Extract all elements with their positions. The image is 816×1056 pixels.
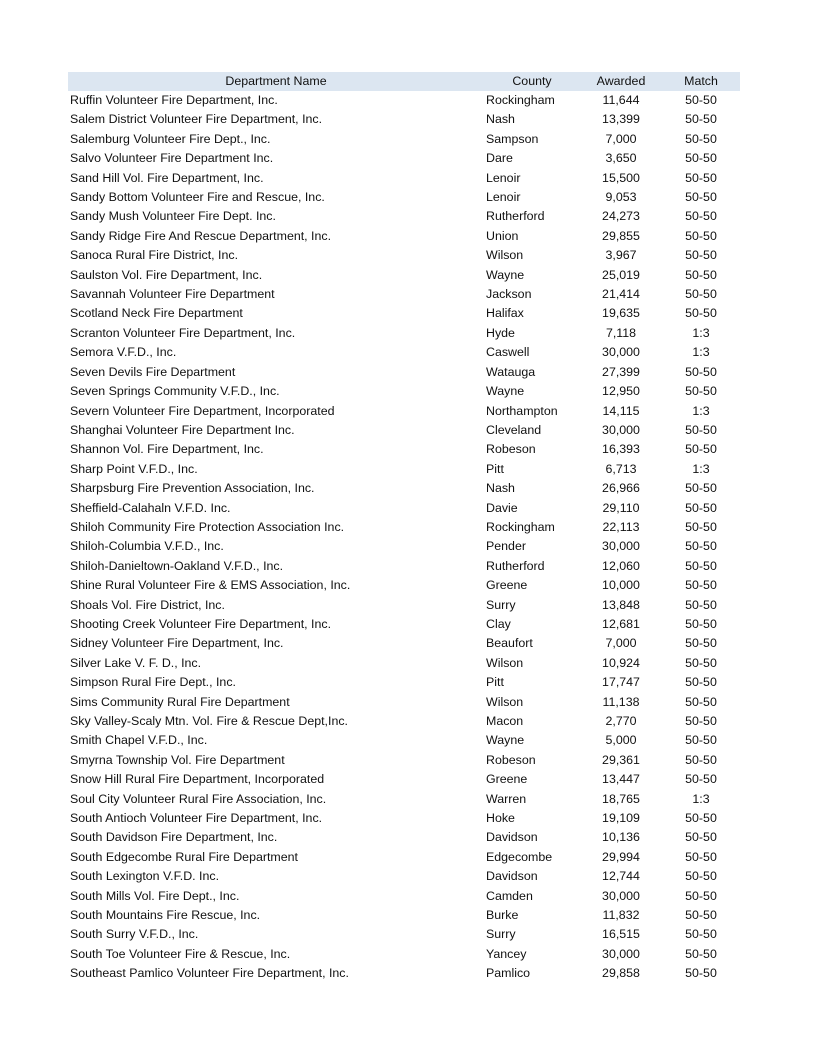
match-cell: 1:3 [692, 325, 710, 340]
department-name-cell: Southeast Pamlico Volunteer Fire Department, Inc. [70, 966, 349, 981]
awarded-cell: 10,136 [602, 830, 640, 845]
department-name-cell: Shiloh-Danieltown-Oakland V.F.D., Inc. [70, 558, 284, 573]
awarded-cell: 7,000 [605, 131, 637, 146]
awarded-cell: 7,000 [605, 636, 637, 651]
department-name-cell: Sandy Bottom Volunteer Fire and Rescue, Inc. [70, 190, 325, 205]
department-name-cell: Shanghai Volunteer Fire Department Inc. [70, 422, 295, 437]
county-cell: Hoke [486, 811, 515, 826]
awarded-cell: 3,650 [605, 151, 637, 166]
match-cell: 50-50 [685, 151, 717, 166]
match-cell: 50-50 [685, 966, 717, 981]
department-name-cell: Salvo Volunteer Fire Department Inc. [70, 151, 274, 166]
match-cell: 50-50 [685, 578, 717, 593]
awarded-cell: 30,000 [602, 345, 640, 360]
match-cell: 50-50 [685, 694, 717, 709]
department-name-cell: Seven Devils Fire Department [70, 364, 236, 379]
match-cell: 1:3 [692, 791, 710, 806]
awards-table [68, 72, 740, 984]
table-row [68, 906, 740, 925]
awarded-cell: 3,967 [605, 248, 637, 263]
table-row [68, 499, 740, 518]
department-name-cell: Sharp Point V.F.D., Inc. [70, 461, 198, 476]
department-name-cell: Shooting Creek Volunteer Fire Department, Inc. [70, 616, 332, 631]
table-row [68, 712, 740, 731]
table-row [68, 848, 740, 867]
awarded-cell: 29,855 [602, 228, 640, 243]
department-name-cell: Snow Hill Rural Fire Department, Incorporated [70, 772, 325, 787]
awarded-cell: 11,138 [602, 694, 640, 709]
county-cell: Edgecombe [486, 849, 553, 864]
county-cell: Wilson [486, 694, 524, 709]
department-name-cell: Silver Lake V. F. D., Inc. [70, 655, 202, 670]
match-cell: 1:3 [692, 403, 710, 418]
awarded-cell: 12,681 [602, 616, 640, 631]
awarded-cell: 16,393 [602, 442, 640, 457]
table-row [68, 440, 740, 459]
awarded-cell: 29,858 [602, 966, 640, 981]
table-row [68, 460, 740, 479]
table-row [68, 654, 740, 673]
match-cell: 50-50 [685, 93, 717, 107]
department-name-cell: Shiloh-Columbia V.F.D., Inc. [70, 539, 224, 554]
county-cell: Rockingham [486, 519, 555, 534]
county-cell: Caswell [486, 345, 530, 360]
department-name-cell: South Edgecombe Rural Fire Department [70, 849, 298, 864]
match-cell: 50-50 [685, 830, 717, 845]
table-row [68, 285, 740, 304]
match-cell: 50-50 [685, 287, 717, 302]
match-cell: 50-50 [685, 364, 717, 379]
department-name-cell: South Lexington V.F.D. Inc. [70, 869, 220, 884]
table-row [68, 169, 740, 188]
match-cell: 50-50 [685, 112, 717, 127]
grant-awards-sheet [68, 72, 740, 984]
awarded-cell: 11,832 [602, 908, 640, 923]
match-cell: 50-50 [685, 267, 717, 282]
department-name-cell: Shoals Vol. Fire District, Inc. [70, 597, 225, 612]
county-cell: Lenoir [486, 190, 521, 205]
county-cell: Greene [486, 772, 528, 787]
department-name-cell: South Toe Volunteer Fire & Rescue, Inc. [70, 946, 291, 961]
table-row [68, 887, 740, 906]
table-row [68, 596, 740, 615]
match-cell: 50-50 [685, 655, 717, 670]
table-row [68, 382, 740, 401]
department-name-cell: Sidney Volunteer Fire Department, Inc. [70, 636, 284, 651]
county-cell: Rockingham [486, 93, 555, 107]
county-cell: Wayne [486, 267, 525, 282]
header-department-name: Department Name [225, 74, 327, 88]
awarded-cell: 29,110 [602, 500, 640, 515]
match-cell: 50-50 [685, 908, 717, 923]
department-name-cell: Sand Hill Vol. Fire Department, Inc. [70, 170, 264, 185]
awarded-cell: 29,994 [602, 849, 640, 864]
county-cell: Clay [486, 616, 511, 631]
match-cell: 50-50 [685, 849, 717, 864]
table-row [68, 479, 740, 498]
awarded-cell: 27,399 [602, 364, 640, 379]
table-row [68, 246, 740, 265]
awarded-cell: 18,765 [602, 791, 640, 806]
table-row [68, 673, 740, 692]
match-cell: 50-50 [685, 481, 717, 496]
match-cell: 50-50 [685, 170, 717, 185]
county-cell: Camden [486, 888, 533, 903]
table-row [68, 925, 740, 944]
table-row [68, 363, 740, 382]
county-cell: Pitt [486, 675, 504, 690]
awarded-cell: 26,966 [602, 481, 640, 496]
awarded-cell: 13,447 [602, 772, 640, 787]
department-name-cell: South Mills Vol. Fire Dept., Inc. [70, 888, 240, 903]
county-cell: Rutherford [486, 558, 545, 573]
county-cell: Sampson [486, 131, 539, 146]
department-name-cell: Severn Volunteer Fire Department, Incorporated [70, 403, 335, 418]
awarded-cell: 17,747 [602, 675, 640, 690]
match-cell: 50-50 [685, 888, 717, 903]
awarded-cell: 19,109 [602, 811, 640, 826]
awarded-cell: 30,000 [602, 422, 640, 437]
awarded-cell: 5,000 [605, 733, 637, 748]
department-name-cell: Shiloh Community Fire Protection Association Inc. [70, 519, 345, 534]
table-row [68, 945, 740, 964]
table-row [68, 809, 740, 828]
table-row [68, 518, 740, 537]
header-awarded: Awarded [596, 74, 646, 88]
table-row [68, 227, 740, 246]
match-cell: 50-50 [685, 714, 717, 728]
department-name-cell: South Mountains Fire Rescue, Inc. [70, 908, 261, 923]
header-row [68, 72, 740, 91]
department-name-cell: Salem District Volunteer Fire Department, Inc. [70, 112, 323, 127]
table-row [68, 731, 740, 750]
table-row [68, 537, 740, 556]
county-cell: Pender [486, 539, 526, 554]
department-name-cell: Ruffin Volunteer Fire Department, Inc. [70, 93, 278, 107]
county-cell: Surry [486, 597, 516, 612]
table-row [68, 790, 740, 809]
match-cell: 50-50 [685, 519, 717, 534]
match-cell: 50-50 [685, 675, 717, 690]
awarded-cell: 29,361 [602, 752, 640, 767]
department-name-cell: Scotland Neck Fire Department [70, 306, 243, 321]
table-row [68, 828, 740, 847]
department-name-cell: Smyrna Township Vol. Fire Department [70, 752, 285, 767]
match-cell: 50-50 [685, 946, 717, 961]
awarded-cell: 12,744 [602, 869, 640, 884]
county-cell: Robeson [486, 442, 536, 457]
awarded-cell: 6,713 [605, 461, 637, 476]
county-cell: Pitt [486, 461, 504, 476]
table-row [68, 130, 740, 149]
awarded-cell: 2,770 [605, 714, 637, 728]
department-name-cell: Sandy Ridge Fire And Rescue Department, Inc. [70, 228, 332, 243]
table-row [68, 110, 740, 129]
match-cell: 50-50 [685, 636, 717, 651]
department-name-cell: Shine Rural Volunteer Fire & EMS Association, Inc. [70, 578, 351, 593]
department-name-cell: Sheffield-Calahaln V.F.D. Inc. [70, 500, 231, 515]
table-body [68, 91, 740, 984]
match-cell: 50-50 [685, 539, 717, 554]
match-cell: 50-50 [685, 209, 717, 224]
department-name-cell: Saulston Vol. Fire Department, Inc. [70, 267, 263, 282]
table-row [68, 207, 740, 226]
match-cell: 50-50 [685, 869, 717, 884]
match-cell: 50-50 [685, 248, 717, 263]
department-name-cell: Shannon Vol. Fire Department, Inc. [70, 442, 264, 457]
table-row [68, 576, 740, 595]
county-cell: Jackson [486, 287, 532, 302]
match-cell: 50-50 [685, 228, 717, 243]
awarded-cell: 12,060 [602, 558, 640, 573]
department-name-cell: Sky Valley-Scaly Mtn. Vol. Fire & Rescue Dept,Inc. [70, 714, 348, 728]
table-row [68, 693, 740, 712]
county-cell: Nash [486, 481, 515, 496]
county-cell: Hyde [486, 325, 515, 340]
county-cell: Pamlico [486, 966, 531, 981]
match-cell: 50-50 [685, 597, 717, 612]
table-row [68, 149, 740, 168]
county-cell: Yancey [486, 946, 527, 961]
match-cell: 50-50 [685, 558, 717, 573]
department-name-cell: Sharpsburg Fire Prevention Association, Inc. [70, 481, 315, 496]
table-row [68, 304, 740, 323]
table-header [68, 72, 740, 91]
awarded-cell: 10,924 [602, 655, 640, 670]
match-cell: 50-50 [685, 422, 717, 437]
awarded-cell: 22,113 [602, 519, 640, 534]
awarded-cell: 19,635 [602, 306, 640, 321]
county-cell: Greene [486, 578, 528, 593]
match-cell: 50-50 [685, 772, 717, 787]
county-cell: Lenoir [486, 170, 521, 185]
awarded-cell: 14,115 [602, 403, 640, 418]
awarded-cell: 16,515 [602, 927, 640, 942]
department-name-cell: Simpson Rural Fire Dept., Inc. [70, 675, 236, 690]
department-name-cell: Salemburg Volunteer Fire Dept., Inc. [70, 131, 271, 146]
awarded-cell: 13,848 [602, 597, 640, 612]
match-cell: 50-50 [685, 384, 717, 399]
table-row [68, 343, 740, 362]
awarded-cell: 7,118 [605, 325, 637, 340]
county-cell: Burke [486, 908, 519, 923]
table-row [68, 421, 740, 440]
county-cell: Surry [486, 927, 516, 942]
match-cell: 50-50 [685, 131, 717, 146]
match-cell: 50-50 [685, 752, 717, 767]
table-row [68, 188, 740, 207]
county-cell: Wayne [486, 733, 525, 748]
county-cell: Rutherford [486, 209, 545, 224]
county-cell: Davidson [486, 830, 538, 845]
table-row [68, 324, 740, 343]
county-cell: Robeson [486, 752, 536, 767]
awarded-cell: 12,950 [602, 384, 640, 399]
county-cell: Macon [486, 714, 524, 728]
header-match: Match [684, 74, 718, 88]
department-name-cell: South Surry V.F.D., Inc. [70, 927, 199, 942]
department-name-cell: Smith Chapel V.F.D., Inc. [70, 733, 208, 748]
county-cell: Cleveland [486, 422, 542, 437]
county-cell: Beaufort [486, 636, 533, 651]
county-cell: Wilson [486, 248, 524, 263]
department-name-cell: Sanoca Rural Fire District, Inc. [70, 248, 239, 263]
awarded-cell: 11,644 [602, 93, 640, 107]
county-cell: Wilson [486, 655, 524, 670]
county-cell: Dare [486, 151, 513, 166]
table-row [68, 557, 740, 576]
match-cell: 50-50 [685, 306, 717, 321]
awarded-cell: 30,000 [602, 539, 640, 554]
header-county: County [512, 74, 552, 88]
county-cell: Watauga [486, 364, 536, 379]
table-row [68, 91, 740, 110]
department-name-cell: Soul City Volunteer Rural Fire Association, Inc. [70, 791, 327, 806]
table-row [68, 964, 740, 983]
county-cell: Davidson [486, 869, 538, 884]
department-name-cell: Scranton Volunteer Fire Department, Inc. [70, 325, 296, 340]
match-cell: 50-50 [685, 190, 717, 205]
match-cell: 1:3 [692, 345, 710, 360]
awarded-cell: 15,500 [602, 170, 640, 185]
department-name-cell: Savannah Volunteer Fire Department [70, 287, 275, 302]
table-row [68, 634, 740, 653]
department-name-cell: Sims Community Rural Fire Department [70, 694, 290, 709]
match-cell: 50-50 [685, 733, 717, 748]
table-row [68, 751, 740, 770]
awarded-cell: 25,019 [602, 267, 640, 282]
county-cell: Northampton [486, 403, 558, 418]
table-row [68, 402, 740, 421]
department-name-cell: Semora V.F.D., Inc. [70, 345, 177, 360]
match-cell: 50-50 [685, 616, 717, 631]
department-name-cell: Sandy Mush Volunteer Fire Dept. Inc. [70, 209, 276, 224]
county-cell: Warren [486, 791, 527, 806]
table-row [68, 867, 740, 886]
department-name-cell: Seven Springs Community V.F.D., Inc. [70, 384, 280, 399]
match-cell: 50-50 [685, 811, 717, 826]
department-name-cell: South Davidson Fire Department, Inc. [70, 830, 278, 845]
awarded-cell: 13,399 [602, 112, 640, 127]
table-row [68, 266, 740, 285]
awarded-cell: 10,000 [602, 578, 640, 593]
county-cell: Halifax [486, 306, 524, 321]
county-cell: Nash [486, 112, 515, 127]
match-cell: 1:3 [692, 461, 710, 476]
awarded-cell: 9,053 [605, 190, 637, 205]
department-name-cell: South Antioch Volunteer Fire Department, Inc. [70, 811, 323, 826]
awarded-cell: 21,414 [602, 287, 640, 302]
match-cell: 50-50 [685, 442, 717, 457]
county-cell: Davie [486, 500, 518, 515]
county-cell: Wayne [486, 384, 525, 399]
county-cell: Union [486, 228, 519, 243]
match-cell: 50-50 [685, 500, 717, 515]
table-row [68, 770, 740, 789]
table-row [68, 615, 740, 634]
match-cell: 50-50 [685, 927, 717, 942]
awarded-cell: 30,000 [602, 888, 640, 903]
awarded-cell: 30,000 [602, 946, 640, 961]
awarded-cell: 24,273 [602, 209, 640, 224]
